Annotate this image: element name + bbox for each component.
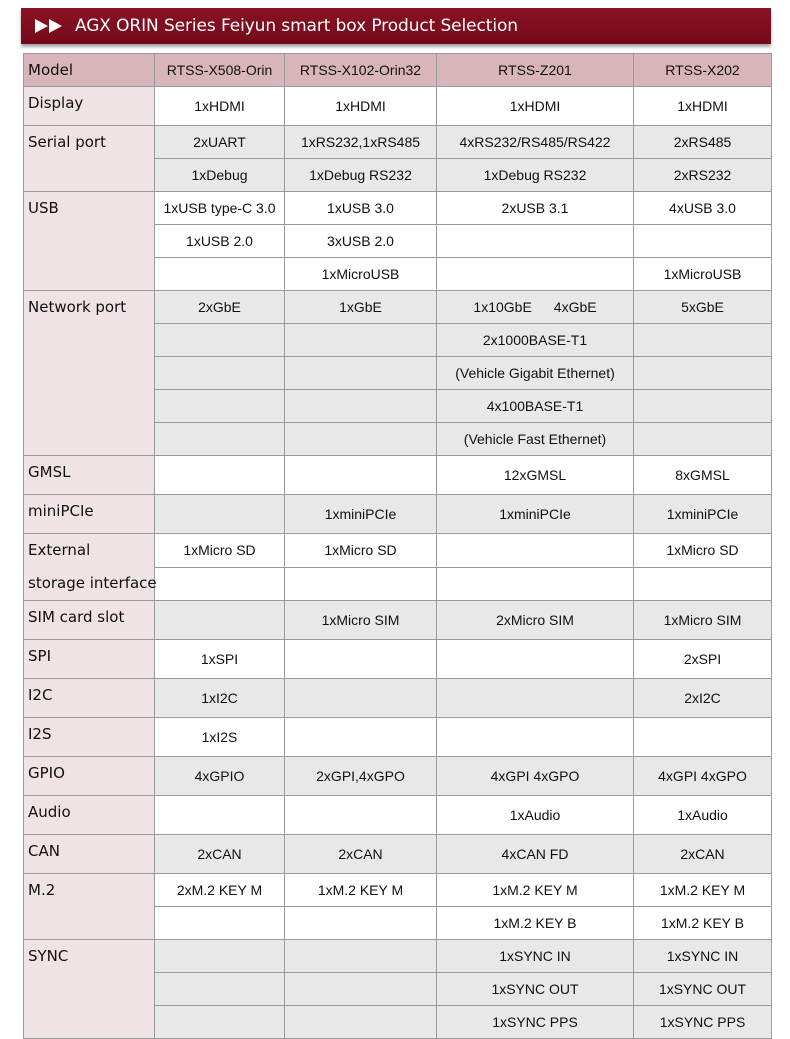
double-arrow-icon bbox=[35, 19, 65, 33]
table-row bbox=[24, 126, 772, 159]
table-cell: 1xI2C bbox=[155, 679, 285, 718]
table-cell: 3xUSB 2.0 bbox=[285, 225, 437, 258]
table-cell: 1xAudio bbox=[634, 796, 772, 835]
table-cell: 1xI2S bbox=[155, 718, 285, 757]
table-row bbox=[24, 192, 772, 225]
row-label-m2: M.2 bbox=[24, 874, 155, 940]
table-cell: 2xRS485 bbox=[634, 126, 772, 159]
table-cell bbox=[155, 357, 285, 390]
table-cell bbox=[285, 940, 437, 973]
row-label-usb: USB bbox=[24, 192, 155, 291]
table-cell: 2xUART bbox=[155, 126, 285, 159]
table-cell: 1xMicro SD bbox=[155, 534, 285, 568]
table-cell: 1xMicroUSB bbox=[285, 258, 437, 291]
row-label-display: Display bbox=[24, 87, 155, 126]
table-cell: 1xRS232,1xRS485 bbox=[285, 126, 437, 159]
table-cell bbox=[285, 357, 437, 390]
table-cell: 2xCAN bbox=[634, 835, 772, 874]
table-cell bbox=[155, 973, 285, 1006]
page-title: AGX ORIN Series Feiyun smart box Product Selection bbox=[75, 16, 518, 36]
table-cell: 1xSYNC PPS bbox=[437, 1006, 634, 1039]
row-label-sim-card-slot: SIM card slot bbox=[24, 601, 155, 640]
table-cell bbox=[285, 907, 437, 940]
table-cell bbox=[634, 390, 772, 423]
table-cell: 1xUSB type-C 3.0 bbox=[155, 192, 285, 225]
table-cell: 1xDebug RS232 bbox=[437, 159, 634, 192]
table-cell: 4xRS232/RS485/RS422 bbox=[437, 126, 634, 159]
table-cell: 1xMicro SD bbox=[285, 534, 437, 568]
table-cell bbox=[437, 567, 634, 601]
table-cell bbox=[634, 324, 772, 357]
table-cell: 1xMicroUSB bbox=[634, 258, 772, 291]
table-cell bbox=[285, 390, 437, 423]
table-cell: 1xUSB 3.0 bbox=[285, 192, 437, 225]
table-cell: 2xUSB 3.1 bbox=[437, 192, 634, 225]
table-cell bbox=[285, 456, 437, 495]
table-row bbox=[24, 874, 772, 907]
table-cell bbox=[285, 640, 437, 679]
row-label-gpio: GPIO bbox=[24, 757, 155, 796]
table-cell bbox=[155, 423, 285, 456]
table-cell: 4xCAN FD bbox=[437, 835, 634, 874]
table-cell: 4xGPI 4xGPO bbox=[437, 757, 634, 796]
table-cell: 1xGbE bbox=[285, 291, 437, 324]
row-label-audio: Audio bbox=[24, 796, 155, 835]
table-cell: (Vehicle Fast Ethernet) bbox=[437, 423, 634, 456]
table-cell: 1xMicro SD bbox=[634, 534, 772, 568]
table-cell: 4xGPI 4xGPO bbox=[634, 757, 772, 796]
table-row bbox=[24, 640, 772, 679]
table-cell bbox=[437, 640, 634, 679]
table-cell bbox=[155, 940, 285, 973]
table-cell bbox=[634, 357, 772, 390]
table-cell: 1xminiPCIe bbox=[285, 495, 437, 534]
table-row bbox=[24, 456, 772, 495]
table-row bbox=[24, 679, 772, 718]
table-cell bbox=[634, 718, 772, 757]
table-cell: 1xM.2 KEY M bbox=[437, 874, 634, 907]
network-gbe: 4xGbE bbox=[553, 299, 597, 315]
row-label-spi: SPI bbox=[24, 640, 155, 679]
table-row bbox=[24, 87, 772, 126]
table-cell bbox=[437, 718, 634, 757]
table-cell: 4xGPIO bbox=[155, 757, 285, 796]
row-label-serial-port: Serial port bbox=[24, 126, 155, 192]
row-label-network-port: Network port bbox=[24, 291, 155, 456]
network-10gbe: 1x10GbE bbox=[473, 299, 532, 315]
table-cell: 1xminiPCIe bbox=[437, 495, 634, 534]
table-cell bbox=[155, 601, 285, 640]
row-label-can: CAN bbox=[24, 835, 155, 874]
page-header bbox=[21, 8, 771, 44]
table-cell bbox=[155, 495, 285, 534]
table-cell: 2xGbE bbox=[155, 291, 285, 324]
table-row bbox=[24, 718, 772, 757]
table-cell bbox=[155, 456, 285, 495]
table-cell bbox=[437, 679, 634, 718]
table-cell: 2xSPI bbox=[634, 640, 772, 679]
table-cell: 1xSYNC IN bbox=[634, 940, 772, 973]
table-cell bbox=[437, 258, 634, 291]
table-row bbox=[24, 495, 772, 534]
table-cell: 2xM.2 KEY M bbox=[155, 874, 285, 907]
table-cell: 1xHDMI bbox=[634, 87, 772, 126]
table-cell bbox=[634, 423, 772, 456]
row-label-gmsl: GMSL bbox=[24, 456, 155, 495]
table-cell: 2xGPI,4xGPO bbox=[285, 757, 437, 796]
table-row bbox=[24, 534, 772, 568]
table-row bbox=[24, 940, 772, 973]
table-cell: 1xHDMI bbox=[155, 87, 285, 126]
table-row bbox=[24, 601, 772, 640]
table-cell: 2xI2C bbox=[634, 679, 772, 718]
table-cell: 1xDebug RS232 bbox=[285, 159, 437, 192]
table-row bbox=[24, 757, 772, 796]
table-cell bbox=[155, 796, 285, 835]
table-cell: 2xCAN bbox=[285, 835, 437, 874]
table-cell: 1xAudio bbox=[437, 796, 634, 835]
table-cell: 1xMicro SIM bbox=[634, 601, 772, 640]
table-cell: 1xDebug bbox=[155, 159, 285, 192]
row-label-i2c: I2C bbox=[24, 679, 155, 718]
table-cell: 2xMicro SIM bbox=[437, 601, 634, 640]
column-header-model: Model bbox=[24, 54, 155, 87]
table-cell: 1xSYNC IN bbox=[437, 940, 634, 973]
column-header-x102: RTSS-X102-Orin32 bbox=[285, 54, 437, 87]
column-header-x202: RTSS-X202 bbox=[634, 54, 772, 87]
table-cell bbox=[285, 1006, 437, 1039]
table-cell bbox=[437, 291, 634, 324]
table-cell bbox=[437, 225, 634, 258]
table-cell bbox=[155, 324, 285, 357]
table-row bbox=[24, 835, 772, 874]
table-cell: 2xCAN bbox=[155, 835, 285, 874]
table-cell: 1xSYNC PPS bbox=[634, 1006, 772, 1039]
table-cell: 1xM.2 KEY B bbox=[634, 907, 772, 940]
table-cell bbox=[285, 423, 437, 456]
table-cell: 1xHDMI bbox=[285, 87, 437, 126]
table-cell: 1xSPI bbox=[155, 640, 285, 679]
row-label-i2s: I2S bbox=[24, 718, 155, 757]
table-cell bbox=[285, 718, 437, 757]
table-cell bbox=[437, 534, 634, 568]
table-cell: 8xGMSL bbox=[634, 456, 772, 495]
table-cell bbox=[285, 679, 437, 718]
table-cell: 12xGMSL bbox=[437, 456, 634, 495]
product-selection-table bbox=[23, 53, 772, 1039]
table-cell bbox=[285, 973, 437, 1006]
table-cell bbox=[634, 225, 772, 258]
table-cell: 4x100BASE-T1 bbox=[437, 390, 634, 423]
table-row bbox=[24, 796, 772, 835]
table-cell: 1xMicro SIM bbox=[285, 601, 437, 640]
table-cell: 5xGbE bbox=[634, 291, 772, 324]
table-cell: 4xUSB 3.0 bbox=[634, 192, 772, 225]
table-cell: 1xM.2 KEY B bbox=[437, 907, 634, 940]
column-header-x508: RTSS-X508-Orin bbox=[155, 54, 285, 87]
table-cell bbox=[285, 567, 437, 601]
table-cell: 1xM.2 KEY M bbox=[285, 874, 437, 907]
row-label-external-storage-line2: storage interface bbox=[28, 574, 157, 592]
table-cell bbox=[155, 390, 285, 423]
row-label-minipcie: miniPCIe bbox=[24, 495, 155, 534]
table-cell bbox=[634, 567, 772, 601]
table-cell bbox=[285, 324, 437, 357]
table-cell bbox=[285, 796, 437, 835]
table-cell: 1xHDMI bbox=[437, 87, 634, 126]
table-cell bbox=[155, 258, 285, 291]
table-cell: 1xSYNC OUT bbox=[634, 973, 772, 1006]
table-header-row bbox=[24, 54, 772, 87]
table-cell: 1xUSB 2.0 bbox=[155, 225, 285, 258]
table-cell: 2x1000BASE-T1 bbox=[437, 324, 634, 357]
table-cell bbox=[155, 567, 285, 601]
table-cell: 1xM.2 KEY M bbox=[634, 874, 772, 907]
row-label-external-storage bbox=[24, 534, 155, 601]
row-label-external-storage-line1: External bbox=[28, 541, 91, 559]
table-cell bbox=[155, 907, 285, 940]
column-header-z201: RTSS-Z201 bbox=[437, 54, 634, 87]
table-cell bbox=[155, 1006, 285, 1039]
table-row bbox=[24, 291, 772, 324]
table-cell: 2xRS232 bbox=[634, 159, 772, 192]
table-cell: 1xminiPCIe bbox=[634, 495, 772, 534]
row-label-sync: SYNC bbox=[24, 940, 155, 1039]
table-cell: (Vehicle Gigabit Ethernet) bbox=[437, 357, 634, 390]
table-cell: 1xSYNC OUT bbox=[437, 973, 634, 1006]
